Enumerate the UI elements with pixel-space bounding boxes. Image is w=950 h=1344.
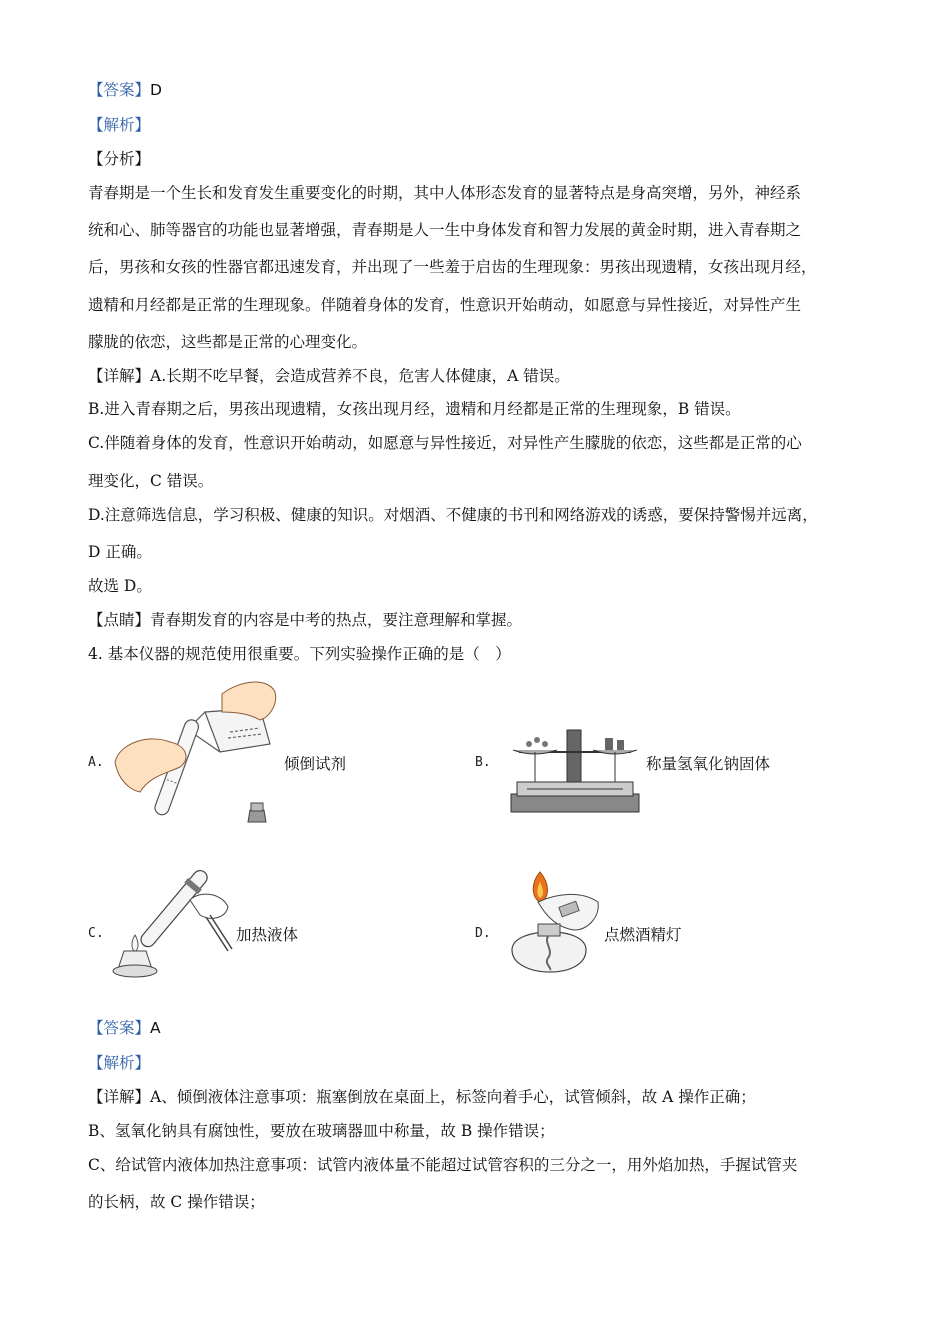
detail2-line-2: B、氢氧化钠具有腐蚀性，要放在玻璃器皿中称量，故 B 操作错误； xyxy=(88,1122,555,1140)
detail-line-5: D.注意筛选信息，学习积极、健康的知识。对烟酒、不健康的书刊和网络游戏的诱惑，要保持警惕并远离， xyxy=(88,506,818,524)
option-b-label: B. xyxy=(475,755,491,770)
fenxi-line-4: 遗精和月经都是正常的生理现象。伴随着身体的发育，性意识开始萌动，如愿意与异性接近，对异性产生 xyxy=(88,296,802,314)
dianjing-text: 青春期发育的内容是中考的热点，要注意理解和掌握。 xyxy=(150,611,523,629)
detail-line-7: 故选 D。 xyxy=(88,577,152,595)
dianjing-line xyxy=(88,610,878,630)
lighting-alcohol-lamp-image xyxy=(500,872,605,977)
answer2-value: A xyxy=(150,1019,161,1037)
detail-text-a: A.长期不吃早餐，会造成营养不良，危害人体健康，A 错误。 xyxy=(150,367,570,385)
fenxi-line-2: 统和心、肺等器官的功能也显著增强，青春期是人一生中身体发育和智力发展的黄金时期，进入青春期之 xyxy=(88,221,802,239)
fenxi-line-3: 后，男孩和女孩的性器官都迅速发育，并出现了一些羞于启齿的生理现象：男孩出现遗精，女孩出现月经， xyxy=(88,258,817,276)
detail-line-2: B.进入青春期之后，男孩出现遗精，女孩出现月经，遗精和月经都是正常的生理现象，B 错误。 xyxy=(88,400,741,418)
detail2-line-3: C、给试管内液体加热注意事项：试管内液体量不能超过试管容积的三分之一，用外焰加热，手握试管夹 xyxy=(88,1156,798,1174)
answer2-line xyxy=(88,1018,878,1038)
answer-tag: 【答案】 xyxy=(88,81,151,99)
option-a-label: A. xyxy=(88,755,104,770)
fenxi-line-5: 朦胧的依恋，这些都是正常的心理变化。 xyxy=(88,333,368,351)
option-c-label: C. xyxy=(88,926,104,941)
option-c-text: 加热液体 xyxy=(236,926,299,944)
detail2-line-1 xyxy=(88,1087,878,1107)
option-d-text: 点燃酒精灯 xyxy=(604,926,682,944)
option-d-label: D. xyxy=(475,926,491,941)
detail-line-4: 理变化，C 错误。 xyxy=(88,472,214,490)
detail2-line-4: 的长柄，故 C 操作错误； xyxy=(88,1193,265,1211)
answer2-tag: 【答案】 xyxy=(88,1019,151,1037)
option-a-text: 倾倒试剂 xyxy=(284,755,347,773)
fenxi-tag: 【分析】 xyxy=(88,150,151,168)
answer-line xyxy=(88,80,878,100)
heating-liquid-image xyxy=(110,865,235,980)
analysis-tag: 【解析】 xyxy=(88,116,151,134)
dianjing-tag: 【点睛】 xyxy=(88,611,151,629)
pouring-reagent-image xyxy=(110,672,280,828)
answer-value: D xyxy=(150,81,162,99)
detail-line-6: D 正确。 xyxy=(88,543,152,561)
detail2-tag: 【详解】 xyxy=(88,1088,151,1106)
detail-line-1 xyxy=(88,366,878,386)
question-stem: 4. 基本仪器的规范使用很重要。下列实验操作正确的是（ ） xyxy=(88,645,511,663)
detail-line-3: C.伴随着身体的发育，性意识开始萌动，如愿意与异性接近，对异性产生朦胧的依恋，这些都是正常的心 xyxy=(88,434,802,452)
fenxi-line-1: 青春期是一个生长和发育发生重要变化的时期，其中人体形态发育的显著特点是身高突增，另外，神经系 xyxy=(88,184,802,202)
detail-tag: 【详解】 xyxy=(88,367,151,385)
detail2-text-a: A、倾倒液体注意事项：瓶塞倒放在桌面上，标签向着手心，试管倾斜，故 A 操作正确； xyxy=(150,1088,756,1106)
option-b-text: 称量氢氧化钠固体 xyxy=(646,755,771,773)
balance-weighing-image xyxy=(505,722,645,822)
analysis2-tag: 【解析】 xyxy=(88,1054,151,1072)
